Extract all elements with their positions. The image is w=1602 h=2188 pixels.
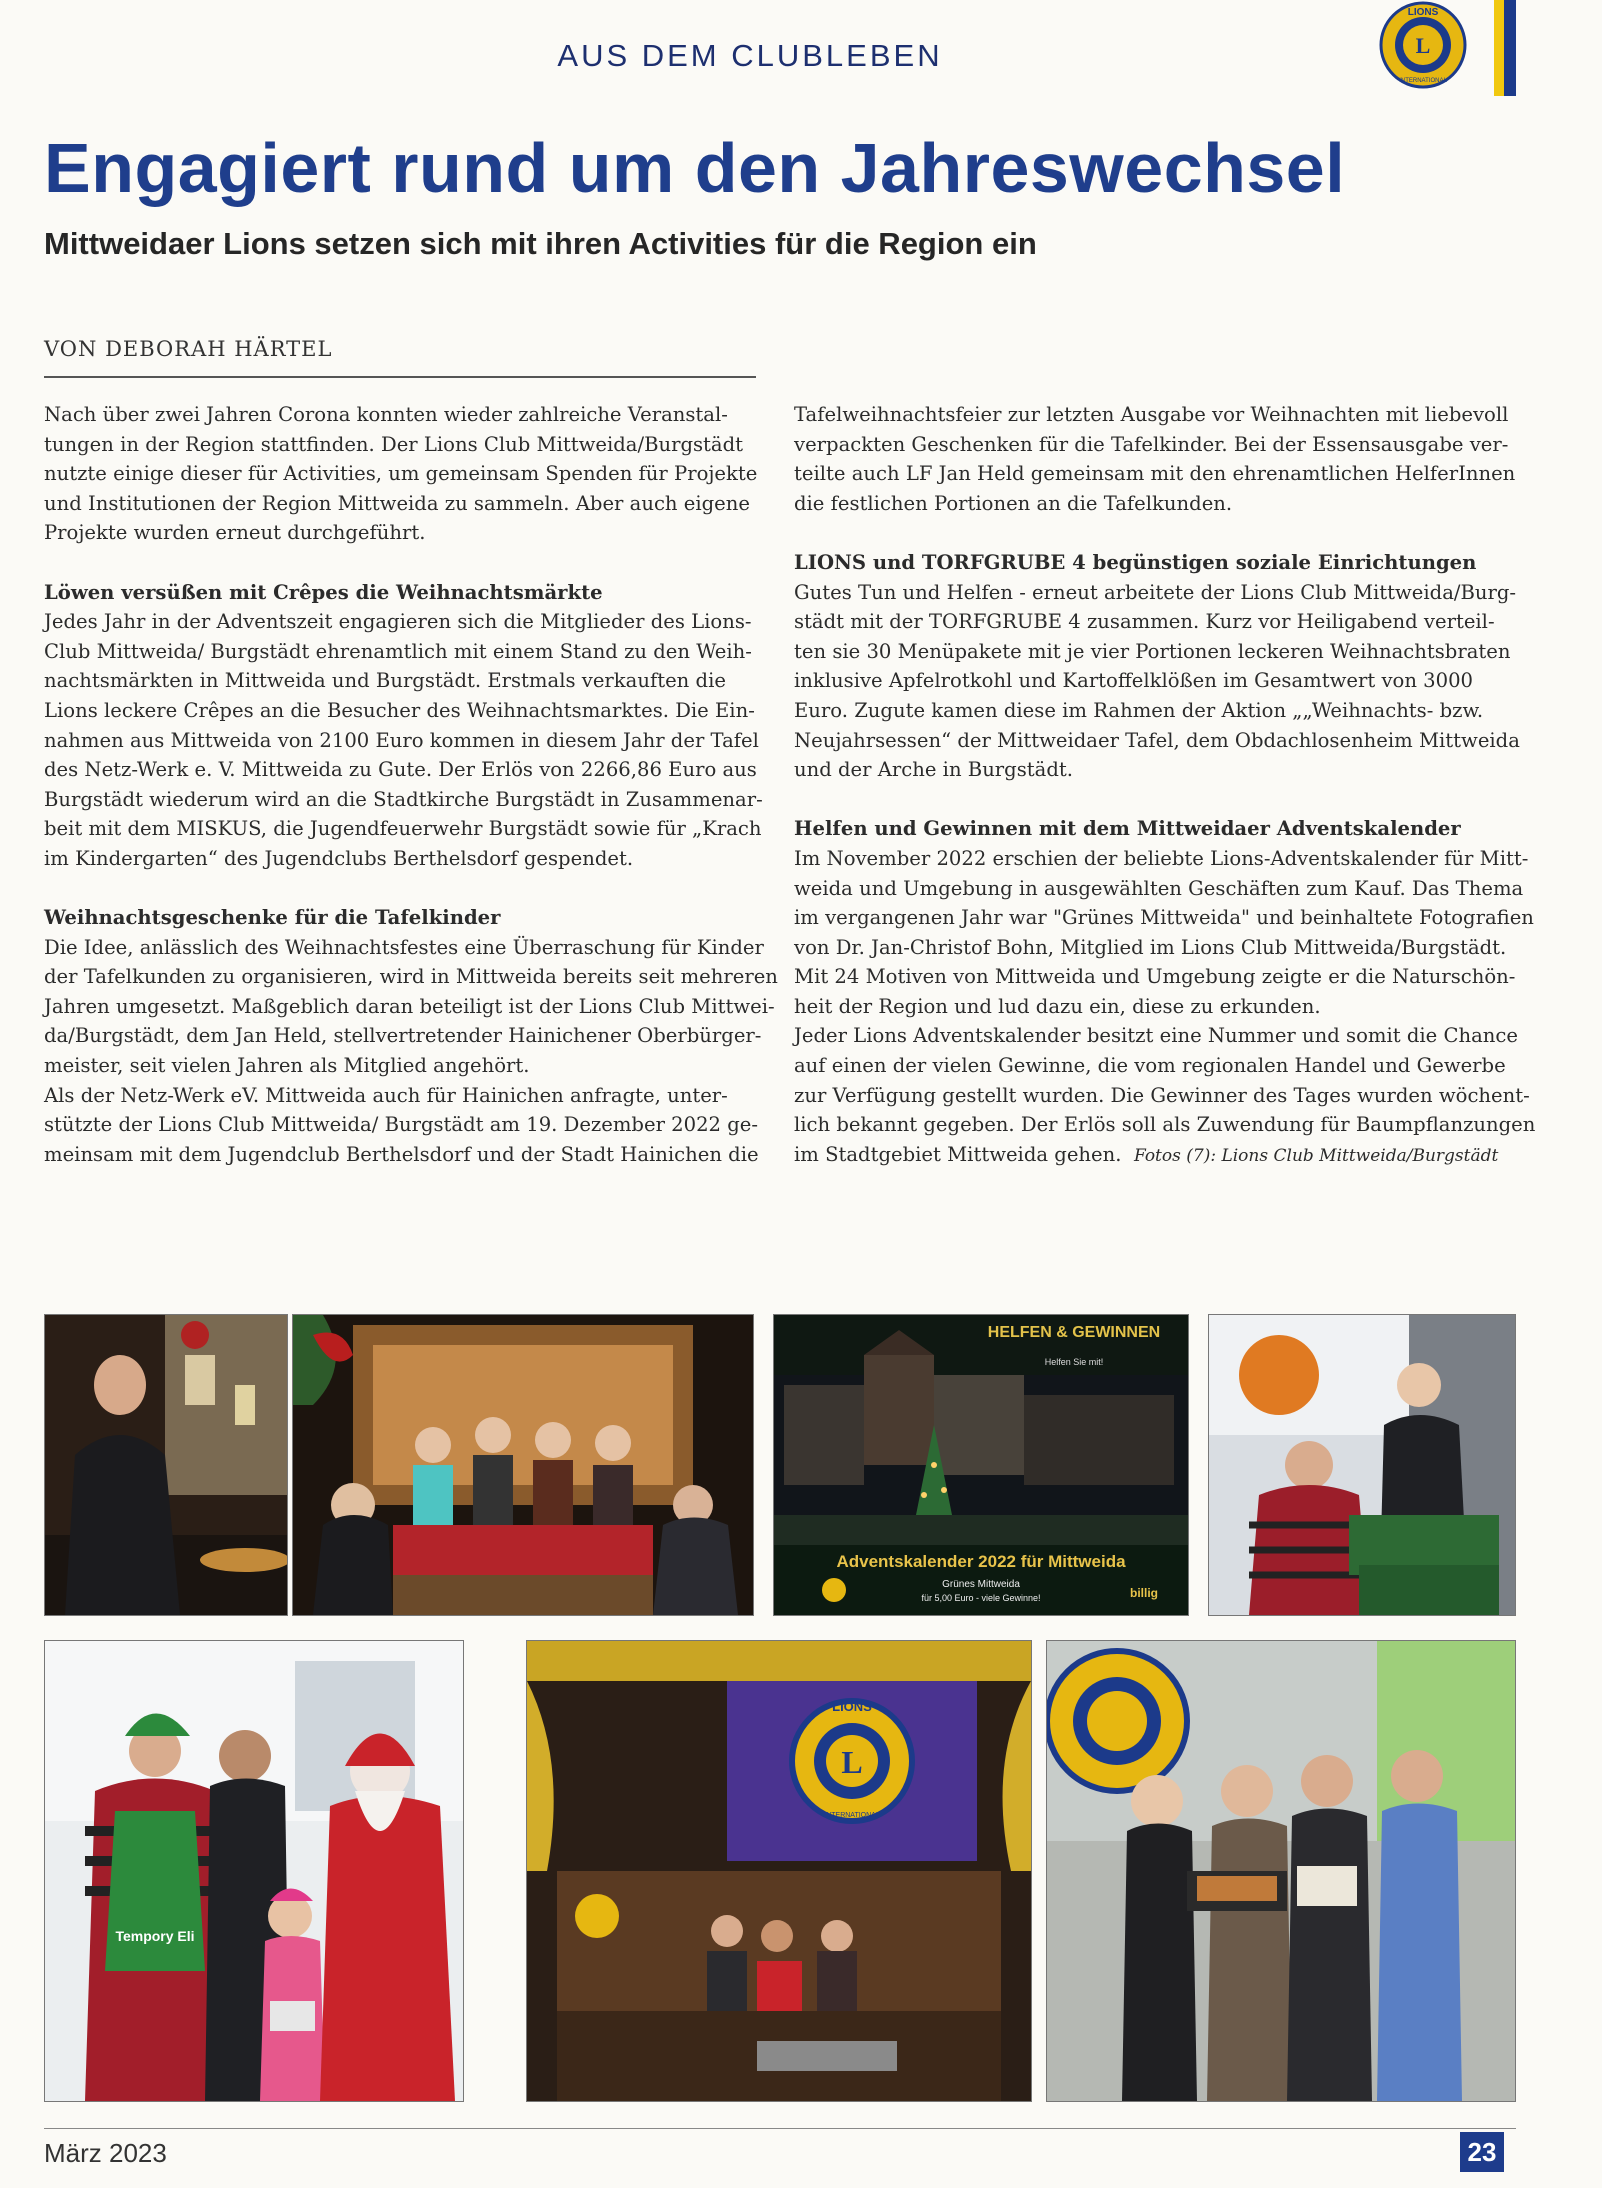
body-line: Jedes Jahr in der Adventszeit engagieren sich die Mitglieder des Lions- — [44, 610, 752, 634]
subheadline: Mittweidaer Lions setzen sich mit ihren Activities für die Region ein — [44, 226, 1037, 261]
svg-text:für 5,00 Euro - viele Gewinne!: für 5,00 Euro - viele Gewinne! — [921, 1593, 1041, 1603]
svg-text:HELFEN & GEWINNEN: HELFEN & GEWINNEN — [987, 1324, 1161, 1341]
body-line: nahmen aus Mittweida von 2100 Euro kommen in diesem Jahr der Tafel — [44, 728, 759, 752]
body-line: städt mit der TORFGRUBE 4 zusammen. Kurz vor Heiligabend verteil- — [794, 610, 1495, 634]
svg-text:INTERNATIONAL: INTERNATIONAL — [1399, 78, 1447, 84]
section-heading-adventskalender: Helfen und Gewinnen mit dem Mittweidaer Adventskalender — [794, 817, 1461, 841]
photo-christmas-market-booth — [292, 1314, 754, 1616]
body-line: Lions leckere Crêpes an die Besucher des Weihnachtsmarktes. Die Ein- — [44, 698, 755, 722]
body-line: Jeder Lions Adventskalender besitzt eine Nummer und somit die Chance — [794, 1024, 1518, 1048]
svg-text:billig: billig — [1130, 1586, 1158, 1600]
body-line: und Institutionen der Region Mittweida zu sammeln. Aber auch eigene — [44, 491, 750, 515]
body-line: Jahren umgesetzt. Maßgeblich daran beteiligt ist der Lions Club Mittwei- — [44, 994, 775, 1018]
body-line-last — [794, 1140, 1514, 1172]
byline-divider — [44, 376, 756, 378]
photo-santa-children — [44, 1640, 464, 2102]
svg-text:Grünes Mittweida: Grünes Mittweida — [942, 1579, 1020, 1590]
body-line: und der Arche in Burgstädt. — [794, 758, 1073, 782]
svg-text:L: L — [1415, 33, 1431, 58]
accent-bar-yellow — [1494, 0, 1504, 96]
body-line: Gutes Tun und Helfen - erneut arbeitete der Lions Club Mittweida/Burg- — [794, 580, 1517, 604]
body-line: inklusive Apfelrotkohl und Kartoffelklößen im Gesamtwert von 3000 — [794, 669, 1474, 693]
body-line: Tafelweihnachtsfeier zur letzten Ausgabe vor Weihnachten mit liebevoll — [794, 403, 1509, 426]
svg-text:LIONS: LIONS — [1407, 7, 1439, 18]
body-line: die festlichen Portionen an die Tafelkunden. — [794, 491, 1233, 515]
body-line: tungen in der Region stattfinden. Der Lions Club Mittweida/Burgstädt — [44, 432, 744, 456]
body-line: des Netz-Werk e. V. Mittweida zu Gute. Der Erlös von 2266,86 Euro aus — [44, 758, 757, 782]
body-line: nutzte einige dieser für Activities, um gemeinsam Spenden für Projekte — [44, 462, 758, 486]
svg-text:Helfen Sie mit!: Helfen Sie mit! — [1044, 1357, 1104, 1367]
page-number: 23 — [1460, 2132, 1504, 2172]
svg-text:INTERNATIONAL: INTERNATIONAL — [824, 1812, 880, 1819]
body-line: Burgstädt wiederum wird an die Stadtkirche Burgstädt in Zusammenar- — [44, 787, 763, 811]
body-line: auf einen der vielen Gewinne, die vom regionalen Handel und Gewerbe — [794, 1054, 1506, 1078]
svg-text:LIONS: LIONS — [832, 1699, 872, 1714]
article-column-left — [44, 400, 778, 1169]
lions-logo — [1378, 0, 1468, 90]
photo-crepe-stand — [44, 1314, 288, 1616]
accent-bar-blue — [1504, 0, 1516, 96]
section-label: AUS DEM CLUBLEBEN — [557, 38, 943, 73]
body-line-text: im Stadtgebiet Mittweida gehen. — [794, 1142, 1122, 1166]
body-line: Die Idee, anlässlich des Weihnachtsfestes eine Überraschung für Kinder — [44, 935, 764, 959]
byline: VON DEBORAH HÄRTEL — [44, 337, 333, 361]
body-line: ten sie 30 Menüpakete mit je vier Portionen leckeren Weihnachtsbraten — [794, 639, 1511, 663]
body-line: von Dr. Jan-Christof Bohn, Mitglied im Lions Club Mittweida/Burgstädt. — [794, 935, 1507, 959]
body-line: teilte auch LF Jan Held gemeinsam mit den ehrenamtlichen HelferInnen — [794, 462, 1516, 486]
body-line: da/Burgstädt, dem Jan Held, stellvertretender Hainichener Oberbürger- — [44, 1024, 762, 1048]
body-line: verpackten Geschenken für die Tafelkinder. Bei der Essensausgabe ver- — [794, 432, 1509, 456]
body-line: meister, seit vielen Jahren als Mitglied angehört. — [44, 1054, 530, 1078]
svg-text:L: L — [841, 1744, 863, 1780]
body-line: Nach über zwei Jahren Corona konnten wieder zahlreiche Veranstal- — [44, 403, 728, 426]
body-line: nachtsmärkten in Mittweida und Burgstädt. Erstmals verkauften die — [44, 669, 726, 693]
body-line: im Kindergarten“ des Jugendclubs Berthelsdorf gespendet. — [44, 846, 634, 870]
body-line: stützte der Lions Club Mittweida/ Burgstädt am 19. Dezember 2022 ge- — [44, 1113, 759, 1137]
body-line: im vergangenen Jahr war "Grünes Mittweida" und beinhaltete Fotografien — [794, 906, 1534, 930]
svg-text:Tempory Eli: Tempory Eli — [115, 1928, 195, 1944]
body-line: Projekte wurden erneut durchgeführt. — [44, 521, 426, 545]
photo-credit: Fotos (7): Lions Club Mittweida/Burgstädt — [1133, 1145, 1499, 1166]
body-line: Als der Netz-Werk eV. Mittweida auch für Hainichen anfragte, unter- — [44, 1083, 728, 1107]
headline: Engagiert rund um den Jahreswechsel — [44, 129, 1346, 207]
body-line: Club Mittweida/ Burgstädt ehrenamtlich mit einem Stand zu den Weih- — [44, 639, 752, 663]
body-line: weida und Umgebung in ausgewählten Geschäften zum Kauf. Das Thema — [794, 876, 1524, 900]
body-line: der Tafelkunden zu organisieren, wird in Mittweida bereits seit mehreren — [44, 965, 778, 989]
body-line: beit mit dem MISKUS, die Jugendfeuerwehr Burgstädt sowie für „Krach — [44, 817, 762, 841]
body-line: zur Verfügung gestellt wurden. Die Gewinner des Tages wurden wöchent- — [794, 1083, 1530, 1107]
body-line: Im November 2022 erschien der beliebte Lions-Adventskalender für Mitt- — [794, 846, 1529, 870]
body-line: Neujahrsessen“ der Mittweidaer Tafel, dem Obdachlosenheim Mittweida — [794, 728, 1520, 752]
photo-lions-banner-booth — [526, 1640, 1032, 2102]
body-line: Mit 24 Motiven von Mittweida und Umgebung zeigte er die Naturschön- — [794, 965, 1516, 989]
body-line: lich bekannt gegeben. Der Erlös soll als Zuwendung für Baumpflanzungen — [794, 1113, 1536, 1137]
section-heading-crepes: Löwen versüßen mit Crêpes die Weihnachtsmärkte — [44, 580, 603, 604]
photo-handover-menus — [1046, 1640, 1516, 2102]
article-column-right — [794, 400, 1536, 1171]
photo-food-crates — [1208, 1314, 1516, 1616]
issue-date: März 2023 — [44, 2138, 167, 2168]
section-heading-tafelkinder: Weihnachtsgeschenke für die Tafelkinder — [44, 906, 501, 930]
body-line: meinsam mit dem Jugendclub Berthelsdorf und der Stadt Hainichen die — [44, 1142, 759, 1166]
photo-advent-calendar — [773, 1314, 1189, 1616]
section-heading-torfgrube: LIONS und TORFGRUBE 4 begünstigen soziale Einrichtungen — [794, 550, 1477, 574]
footer-divider — [44, 2128, 1516, 2129]
body-line: heit der Region und lud dazu ein, diese zu erkunden. — [794, 994, 1321, 1018]
body-line: Euro. Zugute kamen diese im Rahmen der Aktion „„Weihnachts- bzw. — [794, 698, 1484, 722]
svg-text:Adventskalender 2022 für Mittw: Adventskalender 2022 für Mittweida — [836, 1552, 1126, 1571]
